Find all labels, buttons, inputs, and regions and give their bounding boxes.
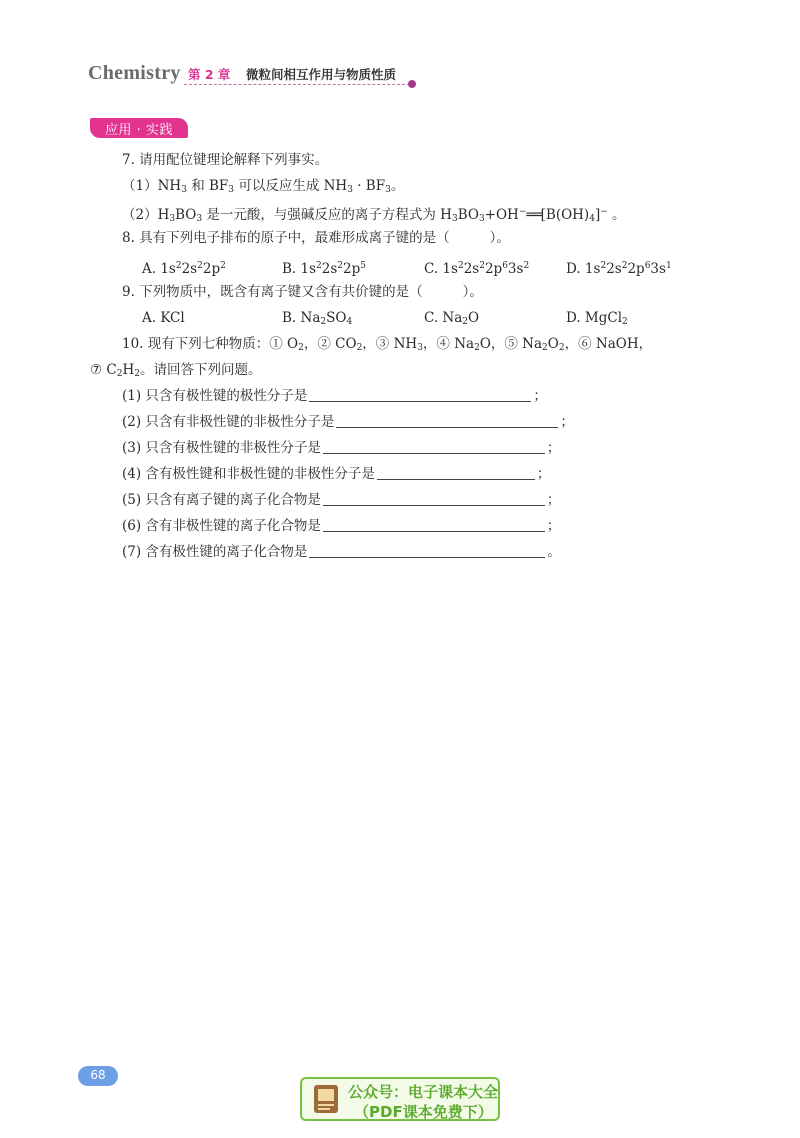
q10-item-4: (4) 含有极性键和非极性键的非极性分子是 ； bbox=[122, 466, 551, 482]
answer-blank[interactable] bbox=[323, 492, 545, 506]
q8-option-d[interactable]: D. $1s^22s^22p^63s^1$ bbox=[566, 261, 672, 277]
q10-item-6: (6) 含有非极性键的离子化合物是 ； bbox=[122, 518, 561, 534]
q8-option-b[interactable]: B. $1s^22s^22p^5$ bbox=[282, 261, 366, 277]
chapter-number: 第 2 章 bbox=[188, 67, 231, 82]
q10-item-2: (2) 只含有非极性键的非极性分子是 ； bbox=[122, 414, 574, 430]
answer-blank[interactable] bbox=[323, 518, 545, 532]
header-rule bbox=[184, 84, 410, 85]
chapter-title: 微粒间相互作用与物质性质 bbox=[246, 67, 397, 82]
q9-stem: 9. 下列物质中，既含有离子键又含有共价键的是（ ）。 bbox=[122, 284, 483, 300]
page-header bbox=[88, 62, 420, 86]
q8-option-c[interactable]: C. $1s^22s^22p^63s^2$ bbox=[424, 261, 530, 277]
q9-option-b[interactable]: B. $Na_2SO_4$ bbox=[282, 310, 353, 327]
answer-blank[interactable] bbox=[323, 440, 545, 454]
page-number-badge bbox=[78, 1066, 118, 1086]
answer-blank[interactable] bbox=[377, 466, 535, 480]
q9-option-c[interactable]: C. $Na_2O$ bbox=[424, 310, 480, 327]
q7-sub1: $(1)NH_3$ 和 $BF_3$ 可以反应生成 $NH_3 \cdot BF_3$。 bbox=[122, 178, 405, 195]
q10-stem-line2: ⑦ $C_2H_2$。请回答下列问题。 bbox=[90, 362, 262, 379]
q8-stem: 8. 具有下列电子排布的原子中，最难形成离子键的是（ ）。 bbox=[122, 230, 510, 246]
q10-item-7: (7) 含有极性键的离子化合物是 。 bbox=[122, 544, 561, 560]
q9-option-d[interactable]: D. MgCl$_2$ bbox=[566, 310, 628, 327]
header-dot-icon bbox=[408, 80, 416, 88]
subject-title: Chemistry bbox=[88, 62, 181, 84]
book-icon bbox=[312, 1083, 340, 1115]
q10-stem-line1: 10. 现有下列七种物质：① $O_2$，② $CO_2$，③ $NH_3$，④ $Na_2O$，⑤ $Na_2O_2$，⑥ NaOH， bbox=[122, 336, 653, 353]
answer-blank[interactable] bbox=[309, 388, 531, 402]
q10-item-1: (1) 只含有极性键的极性分子是 ； bbox=[122, 388, 547, 404]
page-number: 68 bbox=[90, 1068, 106, 1082]
q10-item-3: (3) 只含有极性键的非极性分子是 ； bbox=[122, 440, 561, 456]
q7-sub2: $(2)H_3BO_3$ 是一元酸，与强碱反应的离子方程式为 $H_3BO_3+OH^-══[B(OH)_4]^-$ 。 bbox=[122, 207, 626, 224]
watermark-line2: （PDF课本免费下） bbox=[354, 1103, 493, 1121]
answer-blank[interactable] bbox=[336, 414, 558, 428]
q8-option-a[interactable]: A. $1s^22s^22p^2$ bbox=[142, 261, 226, 277]
watermark-stamp bbox=[300, 1077, 500, 1121]
q7-stem: 7. 请用配位键理论解释下列事实。 bbox=[122, 152, 329, 168]
q10-item-5: (5) 只含有离子键的离子化合物是 ； bbox=[122, 492, 561, 508]
section-badge bbox=[90, 118, 188, 138]
section-badge-label: 应用 · 实践 bbox=[105, 123, 173, 138]
watermark-line1: 公众号：电子课本大全 bbox=[348, 1083, 499, 1101]
answer-blank[interactable] bbox=[309, 544, 545, 558]
q9-option-a[interactable]: A. KCl bbox=[142, 310, 185, 326]
